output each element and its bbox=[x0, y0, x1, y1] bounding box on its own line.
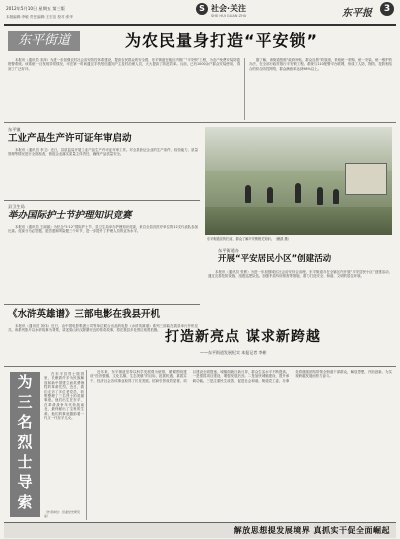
footer-banner-text: 解放思想提发展境界 真抓实干促全面崛起 bbox=[233, 526, 390, 535]
lead-rule bbox=[4, 122, 396, 123]
lead-tag bbox=[8, 31, 80, 51]
right-top-body: 据了解，该街道按照“政府补贴、群众自愿”的原则，采取统一采购、统一安装、统一维护的办法，在全部行政村推行平安锁工程。系统与110报警平台联网，形成了人防、物防、技防相结合的综合防控网络，群众满意率达到98%以上。 bbox=[249, 58, 392, 71]
story2-kicker: 东平镇 bbox=[8, 127, 21, 132]
right-top-text bbox=[249, 58, 392, 120]
lead-body-text: 本报讯（通讯员 宋萍）为进一步加强农村社会治安防控体系建设，提高农民群众的安全感，东平街道在辖区内推广“平安锁”工程，为农户免费安装防盗报警系统。该系统一旦发现异常情况，可在第一时间通过手机短信通知户主及村治保人员，大大提高了防范效率。目前，已有1000余户群众安装使用，得到了广泛好评。 bbox=[8, 58, 240, 71]
column-title-char: 名 bbox=[17, 413, 33, 431]
photo-bulletin-board-shape bbox=[345, 163, 387, 195]
column-title-char: 导 bbox=[17, 473, 33, 491]
story5-rule bbox=[4, 366, 396, 367]
feature-headline: 打造新亮点 谋求新跨越 bbox=[165, 329, 321, 345]
story3-body bbox=[8, 225, 198, 300]
photo-person-shape bbox=[333, 189, 339, 204]
paper-name: 东平报 bbox=[342, 8, 372, 19]
feature-body-text: 近年来，东平街道坚持以科学发展观为统领，紧紧围绕建设“经济强镇、文化名镇、生态美镇”的目标，抢抓机遇，真抓实干，经济社会各项事业取得了长足发展。招商引资成效显著，项目建设全面提速，城镇面貌日新月异，群众生活水平不断提高。一是狠抓项目建设，增强发展后劲。二是加快城镇建设，提升承载功能。三是注重民生改善，促进社会和谐。街道党工委、办事处将继续团结带领全街道干部群众，解放思想，开拓创新，为实现跨越发展而努力奋斗。 bbox=[90, 370, 392, 383]
date-line: 2012年5月10日 星期五 第三版 bbox=[6, 6, 65, 11]
feature-byline: ——东平街道发展纪实 本报记者 李彬 bbox=[200, 350, 267, 355]
column-title-char: 烈 bbox=[17, 433, 33, 451]
column-body bbox=[44, 372, 84, 507]
photo-person-shape bbox=[245, 185, 251, 203]
footer-banner bbox=[4, 522, 396, 538]
story2-body bbox=[8, 148, 198, 198]
column-title-char: 为 bbox=[17, 373, 33, 391]
lead-tag-label: 东平街道 bbox=[17, 33, 70, 48]
story5-headline: 《水浒英雄谱》三部电影在我县开机 bbox=[8, 309, 161, 320]
photo-ground-shape bbox=[205, 207, 392, 235]
column-title-char: 三 bbox=[17, 393, 33, 411]
story5-body-text: 本报讯（通讯员 刘伟）近日，由中国电影集团公司等单位联合出品的电影《水浒英雄谱》系列三部曲在我县举行开机仪式。该系列影片以水浒故事为背景，讲述梁山好汉除暴安良的传奇故事，将在我县多处景区取景拍摄。 bbox=[8, 324, 198, 333]
story4-headline: 开展“平安居民小区”创建活动 bbox=[218, 254, 332, 264]
story4-body bbox=[208, 270, 392, 320]
photo-person-shape bbox=[267, 187, 273, 203]
section-logo-icon: S bbox=[196, 3, 208, 15]
column-footer: （作者单位：县委党史研究室） bbox=[44, 510, 81, 518]
column-title-bar bbox=[10, 372, 40, 517]
section-pinyin: SHE HUI GUAN ZHU bbox=[211, 14, 247, 18]
feature-body bbox=[90, 370, 392, 520]
story2-rule bbox=[4, 200, 200, 201]
story3-kicker: 县卫生局 bbox=[8, 204, 25, 209]
editor-line: 本版编辑:李敏 责任编辑:王宏宣 校对:张华 bbox=[6, 15, 74, 19]
story3-headline: 举办国际护士节护理知识竞赛 bbox=[8, 210, 132, 221]
photo-person-shape bbox=[317, 187, 323, 205]
photo-person-shape bbox=[295, 183, 301, 203]
story2-body-text: 本报讯（通讯员 李卫）近日，县质监局开展工业产品生产许可证年审工作。对全县获证企业的生产条件、检验能力、质量管理等情况进行全面检查，督促企业落实质量主体责任，确保产品质量安全。 bbox=[8, 148, 198, 157]
photo1-caption: 东平街道宣传栏前，群众了解平安锁相关知识。（鲍凯 摄） bbox=[207, 237, 291, 241]
masthead-rule bbox=[4, 24, 396, 26]
column-title-char: 索 bbox=[17, 493, 33, 511]
lead-headline: 为农民量身打造“平安锁” bbox=[125, 31, 319, 50]
story3-body-text: 本报讯（通讯员 王丽丽）为纪念“5·12”国际护士节，县卫生局举办护理知识竞赛，来自全县各医疗单位的12支代表队参加比赛。竞赛分为必答题、抢答题和风险题三个环节，进一步提升了护理人员的业务水平。 bbox=[8, 225, 198, 234]
lead-body bbox=[8, 58, 240, 120]
column-title-char: 士 bbox=[17, 453, 33, 471]
story2-headline: 工业产品生产许可证年审启动 bbox=[8, 133, 132, 144]
lead-column-divider bbox=[244, 58, 245, 120]
photo-residents-at-bulletin bbox=[205, 127, 392, 235]
masthead bbox=[0, 0, 400, 26]
story3-rule bbox=[4, 304, 200, 305]
section-title: 社会·关注 bbox=[211, 4, 247, 13]
story4-kicker: 东平街道办 bbox=[218, 248, 239, 253]
column-body-text: 在东平县烈士陵园里，长眠着许多为民族解放和新中国建立而英勇牺牲的革命先烈。近日，我们走访了多位老党员，收集整理了三名烈士的英雄事迹。他们出生在东平，在革命战争年代转战南北，最终献出了宝贵的生命。他们的事迹激励着一代又一代东平儿女。 bbox=[44, 372, 84, 421]
page-number: 3 bbox=[380, 2, 394, 16]
feature-column-divider bbox=[86, 370, 87, 520]
story4-body-text: 本报讯（通讯员 张彬）为进一步加强城区社会治安综合治理，东平街道办在全辖区内开展“平安居民小区”创建活动，通过完善技防设施、组建巡逻队伍、加强矛盾纠纷排查等措施，着力打造安全、和谐、文明的居住环境。 bbox=[208, 270, 392, 279]
